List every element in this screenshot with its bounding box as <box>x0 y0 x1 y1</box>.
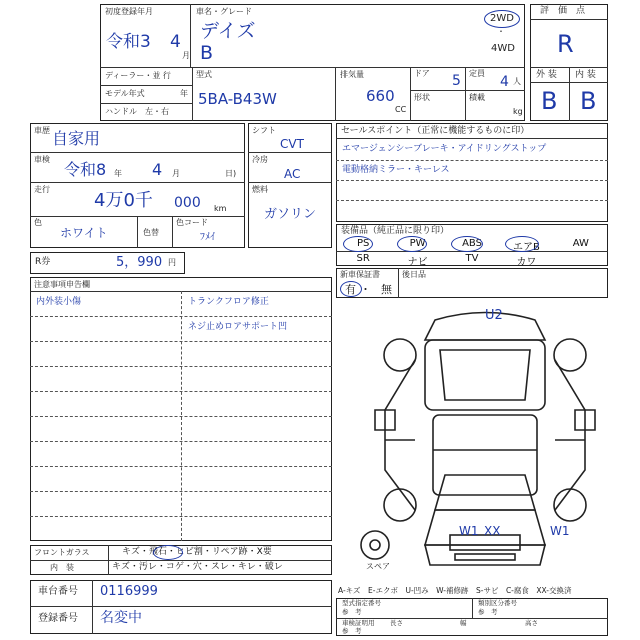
use-value: 自家用 <box>52 129 101 148</box>
interior-grade: B <box>580 87 597 115</box>
equipment-item <box>554 253 608 266</box>
height-label: 高さ <box>525 619 538 627</box>
displacement-label: 排気量 <box>340 70 364 79</box>
interior-row-label: 内 装 <box>50 563 74 572</box>
equipment-item: AW <box>572 238 589 249</box>
notes-title: 注意事項申告欄 <box>34 280 90 289</box>
use-label: 車歴 <box>34 126 50 135</box>
warranty-yes-circle <box>340 281 362 297</box>
length-label: 長さ <box>390 619 403 627</box>
ref-1: 参 考 <box>342 608 362 616</box>
first-reg-month: 4 <box>170 32 181 52</box>
interior-label: 内 装 <box>575 70 596 80</box>
door-value: 5 <box>452 73 461 89</box>
model-label: 型式 <box>196 70 212 79</box>
damage-mark-u2: U2 <box>485 308 503 323</box>
ps-circle <box>343 236 373 252</box>
class-label: 類別区分番号 <box>478 599 517 607</box>
capacity-unit: 人 <box>513 77 521 86</box>
ref-2: 参 考 <box>478 608 498 616</box>
shift-value: CVT <box>280 137 304 151</box>
first-reg-era: 令和3 <box>106 32 151 52</box>
note-left-1: 内外装小傷 <box>36 297 82 307</box>
drive-2wd: 2WD <box>490 13 514 24</box>
recycle-amount: 5，990 <box>116 255 163 270</box>
km-unit: km <box>214 204 227 213</box>
aircon-value: AC <box>284 167 301 181</box>
chassis-label: 車台番号 <box>38 586 78 597</box>
color-label: 色 <box>34 218 42 227</box>
score-label: 評 価 点 <box>540 6 586 16</box>
equipment-item: SR <box>356 253 370 264</box>
cert-label: 車検証明用 <box>342 619 375 627</box>
model-year-label: モデル年式 <box>105 89 145 98</box>
kg-unit: kg <box>513 107 523 116</box>
pw-circle <box>397 236 427 252</box>
exterior-grade: B <box>541 87 558 115</box>
handle-label: ハンドル 左・右 <box>105 107 169 116</box>
sales-point-line1: エマージェンシーブレーキ・アイドリングストップ <box>342 144 547 154</box>
capacity-value: 4 <box>500 74 509 90</box>
shape-label: 形状 <box>414 93 430 102</box>
warranty-yes: 有 <box>345 283 356 296</box>
ref-3: 参 考 <box>342 627 362 635</box>
drive-dot: ・ <box>497 27 505 36</box>
mileage-label: 走行 <box>34 185 50 194</box>
month-unit: 月 <box>172 169 180 178</box>
chassis-value: 0116999 <box>100 584 158 599</box>
yen-unit: 円 <box>168 258 176 267</box>
later-label: 後日品 <box>402 270 426 279</box>
model-value: 5BA-B43W <box>198 90 277 108</box>
damage-mark-w1-right: W1 <box>550 524 570 538</box>
equipment-item: TV <box>465 253 479 264</box>
warranty-sep: ・ <box>360 283 371 296</box>
recycle-label: R券 <box>35 257 51 267</box>
exterior-label: 外 装 <box>536 70 557 80</box>
inspection-month: 4 <box>152 160 163 179</box>
score-value: R <box>557 30 574 58</box>
warranty-no: 無 <box>381 283 392 296</box>
sales-point-title: セールスポイント（正常に機能するものに印） <box>341 126 530 136</box>
car-name-label: 車名・グレード <box>196 7 252 16</box>
airbag-circle <box>505 236 539 252</box>
door-label: ドア <box>414 69 430 78</box>
load-label: 積載 <box>469 93 485 102</box>
inspection-label: 車検 <box>34 155 50 164</box>
glass-label: フロントガラス <box>34 548 90 557</box>
damage-legend: A-キズ E-エクボ U-凹み W-補修跡 S-サビ C-腐食 XX-交換済 <box>338 586 572 595</box>
mileage-tail: 000 <box>174 195 201 211</box>
car-name: デイズ <box>200 20 256 42</box>
first-reg-label: 初度登録年月 <box>105 7 153 16</box>
equipment-item: エアB <box>512 242 540 253</box>
capacity-label: 定員 <box>469 69 485 78</box>
glass-value: キズ・飛石・ヒビ割・リペア跡・X要 <box>122 547 272 557</box>
equipment-item: ABS <box>462 238 482 249</box>
sales-point-line2: 電動格納ミラー・キーレス <box>342 165 450 175</box>
warranty-label: 新車保証書 <box>340 270 380 279</box>
dealer-label: ディーラー・並 行 <box>105 71 171 80</box>
registration-label: 登録番号 <box>38 613 78 624</box>
mileage-value: 4万0千 <box>94 190 153 211</box>
fuel-label: 燃料 <box>252 185 268 194</box>
model-year-unit: 年 <box>180 89 188 98</box>
cc-unit: CC <box>395 105 407 114</box>
aircon-label: 冷房 <box>252 155 268 164</box>
car-grade: B <box>200 42 214 64</box>
inspection-era: 令和8 <box>64 160 107 179</box>
equipment-item: カワ <box>516 257 537 268</box>
equipment-row2 <box>336 253 608 266</box>
color-code-value: ﾌﾒｲ <box>200 232 215 243</box>
width-label: 幅 <box>460 619 467 627</box>
year-unit: 年 <box>114 169 122 178</box>
color-code-label: 色コード <box>176 218 208 227</box>
day-unit: 日) <box>225 169 237 178</box>
drive-4wd: 4WD <box>491 43 515 54</box>
equipment-item: ナビ <box>407 257 428 268</box>
equipment-title: 装備品（純正品に限り印） <box>341 226 450 236</box>
first-reg-month-unit: 月 <box>182 51 190 60</box>
glass-chip-circle <box>153 545 183 560</box>
damage-mark-xx: XX <box>484 524 501 538</box>
note-right-2: ネジ止めロアサポート凹 <box>188 322 288 332</box>
displacement-value: 660 <box>366 87 395 105</box>
damage-mark-w1-left: W1 <box>459 524 479 538</box>
abs-circle <box>451 236 483 252</box>
interior-row-value: キズ・汚レ・コゲ・穴・スレ・キレ・破レ <box>112 562 283 572</box>
shift-label: シフト <box>252 126 276 135</box>
equipment-item: PW <box>409 238 426 249</box>
color-value: ホワイト <box>60 226 108 240</box>
spare-label: スペア <box>366 562 390 571</box>
fuel-value: ガソリン <box>264 207 317 222</box>
registration-value: 名変中 <box>100 610 142 626</box>
equipment-item: PS <box>357 238 370 249</box>
color-change-label: 色替 <box>143 228 159 237</box>
model-cert-label: 型式指定番号 <box>342 599 381 607</box>
note-right-1: トランクフロア修正 <box>188 297 269 307</box>
car-diagram <box>355 300 605 590</box>
